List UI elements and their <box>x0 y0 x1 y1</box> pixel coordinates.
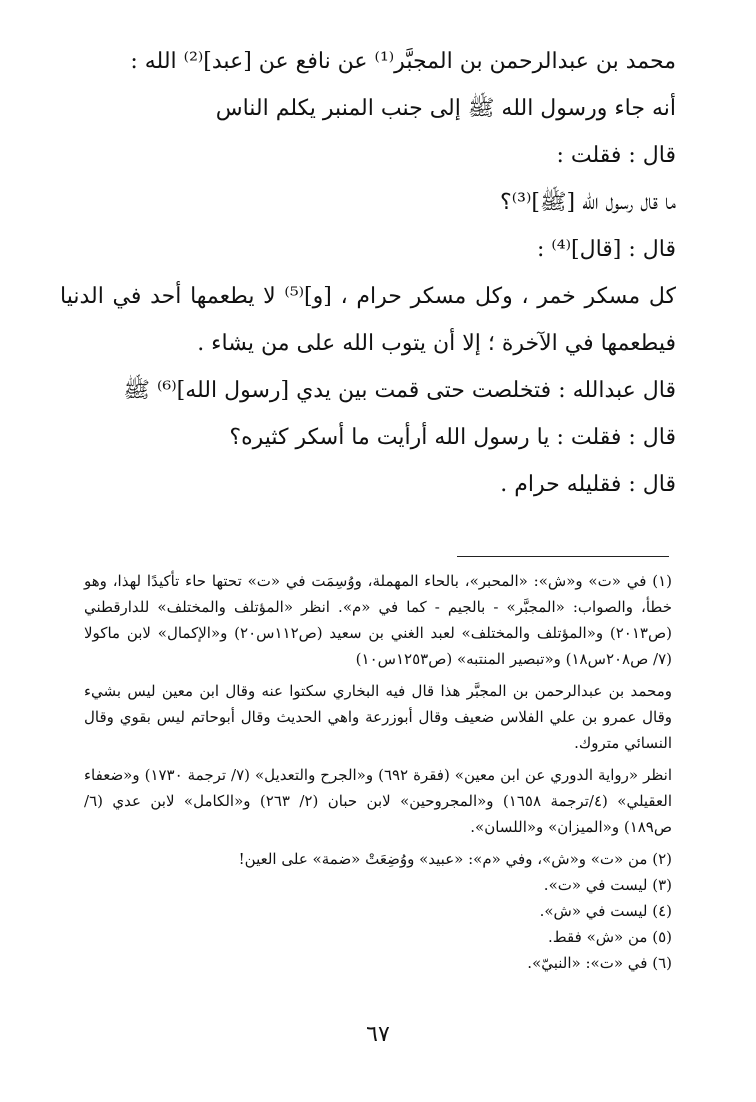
page-number: ٦٧ <box>366 1022 390 1047</box>
footnote-1: (١) في «ت» و«ش»: «المحبر»، بالحاء المهملة، ووُسِمَت في «ت» تحتها حاء تأكيدًا لهذا، وهو خطأ، والصواب: «المجبَّر» - بالجيم - كما في «م». انظر «المؤتلف والمختلف» للدارقطني (ص٢٠١٣) و«المؤتلف والمختلف» لعبد الغني بن سعيد (ص١١٢س٢٠) و«الإكمال» لابن ماكولا (٧/ ص٢٠٨س١٨) و«تبصير المنتبه» (ص١٢٥٣س١٠) <box>84 572 672 668</box>
text-line: ما قال رسول الله [ﷺ]⁽³⁾؟ <box>500 190 676 215</box>
hadith-text <box>60 38 676 508</box>
text-line: قال : فقليله حرام . <box>500 472 676 497</box>
text-line: قال عبدالله : فتخلصت حتى قمت بين يدي [رسول الله]⁽⁶⁾ ﷺ <box>123 378 676 403</box>
footnote-4: (٤) ليست في «ش». <box>539 902 672 920</box>
footnote-1-paragraph: ومحمد بن عبدالرحمن بن المجبَّر هذا قال فيه البخاري سكتوا عنه وقال ابن معين ليس بشيء وقال عمرو بن علي الفلاس ضعيف وقال أبوزرعة واهي الحديث وقال أبوحاتم ليس بقوي وقال النسائي متروك. <box>84 682 672 752</box>
text-line: قال : فقلت : يا رسول الله أرأيت ما أسكر كثيره؟ <box>229 425 676 450</box>
footnote-1-paragraph: انظر «رواية الدوري عن ابن معين» (فقرة ٦٩٢) و«الجرح والتعديل» (٧/ ترجمة ١٧٣٠) و«ضعفاء العقيلي» (٤/ترجمة ١٦٥٨) و«المجروحين» لابن حبان (٢/ ٢٦٣) و«الكامل» لابن عدي (٦/ ص١٨٩) و«الميزان» و«اللسان». <box>84 766 672 836</box>
footnote-5: (٥) من «ش» فقط. <box>548 928 672 946</box>
footnote-3: (٣) ليست في «ت». <box>543 876 672 894</box>
text-line: قال : فقلت : <box>556 143 676 168</box>
footnote-separator <box>457 556 669 557</box>
footnote-2: (٢) من «ت» و«ش»، وفي «م»: «عبيد» ووُضِعَتْ «ضمة» على العين! <box>238 850 672 868</box>
text-line: أنه جاء ورسول الله ﷺ إلى جنب المنبر يكلم الناس <box>215 96 676 121</box>
footnotes <box>84 568 672 976</box>
text-line: قال : [قال]⁽⁴⁾ : <box>536 237 676 262</box>
isnad-line: محمد بن عبدالرحمن بن المجبَّر⁽¹⁾ عن نافع عن [عبد]⁽²⁾ الله : <box>130 49 676 74</box>
text-paragraph: كل مسكر خمر ، وكل مسكر حرام ، [و]⁽⁵⁾ لا يطعمها أحد في الدنيا فيطعمها في الآخرة ؛ إلا أن يتوب الله على من يشاء . <box>60 284 677 356</box>
footnote-6: (٦) في «ت»: «النبيّ». <box>527 954 672 972</box>
